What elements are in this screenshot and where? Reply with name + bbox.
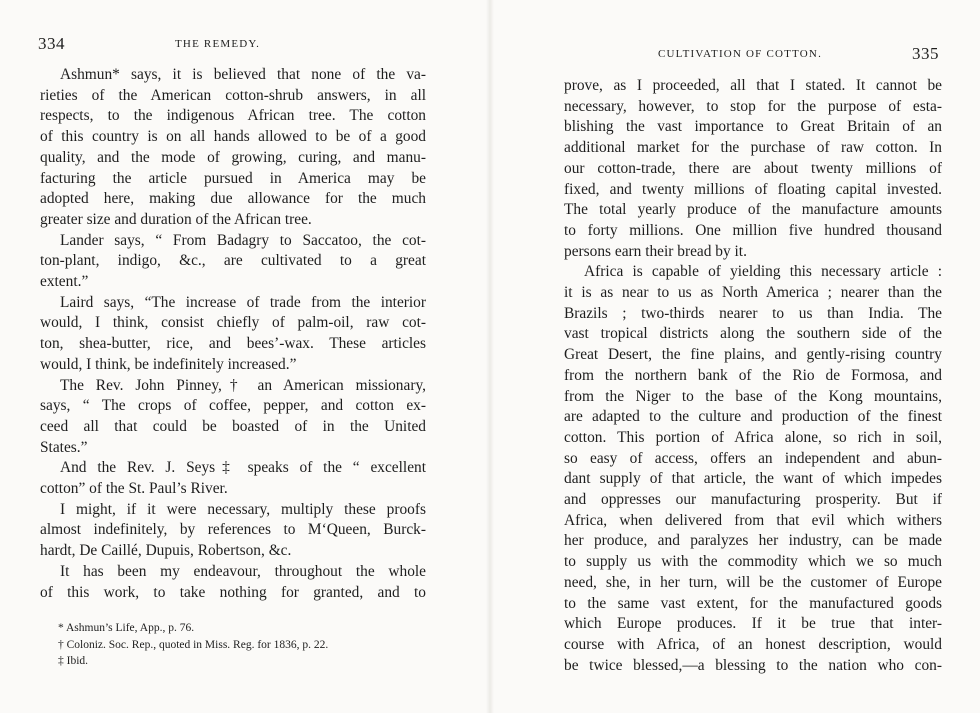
footnote: ‡ Ibid. (58, 655, 89, 667)
text-line: Brazils ; two-thirds nearer to us than India. The (564, 304, 942, 322)
text-line: almost indefinitely, by references to M‘Queen, Burck- (40, 521, 426, 539)
text-line: extent.” (40, 273, 89, 291)
text-line: it is as near to us as North America ; nearer than the (564, 284, 942, 302)
text-line: our cotton-trade, there are about twenty millions of (564, 159, 942, 177)
text-line: ton-plant, indigo, &c., are cultivated to a great (40, 252, 426, 270)
text-line: persons earn their bread by it. (564, 242, 747, 260)
text-line: Lander says, “ From Badagry to Saccatoo, the cot- (60, 231, 426, 249)
text-line: The total yearly produce of the manufacture amounts (564, 201, 942, 219)
text-line: would, I think, consist chiefly of palm-oil, raw cot- (40, 314, 426, 332)
text-line: to supply us with the commodity which we so much (564, 553, 942, 571)
text-line: from the northern bank of the Rio de Formosa, and (564, 366, 942, 384)
footnote: † Coloniz. Soc. Rep., quoted in Miss. Reg. for 1836, p. 22. (58, 638, 329, 651)
text-line: hardt, De Caillé, Dupuis, Robertson, &c. (40, 542, 292, 560)
footnotes (58, 620, 438, 670)
text-line: And the Rev. J. Seys‡ speaks of the “ excellent (60, 459, 426, 477)
text-line: of this country is on all hands allowed to be of a good (40, 128, 426, 146)
text-line: I might, if it were necessary, multiply these proofs (60, 500, 426, 518)
text-line: Ashmun* says, it is believed that none of the va- (60, 66, 426, 83)
text-line: to the same vast extent, for the manufactured goods (564, 594, 942, 612)
text-line: It has been my endeavour, throughout the whole (60, 562, 426, 580)
text-line: and oppresses our manufacturing prosperity. But if (564, 491, 942, 509)
text-line: cotton” of the St. Paul’s River. (40, 480, 228, 498)
text-line: fixed, and twenty millions of floating capital invested. (564, 180, 942, 198)
text-line: facturing the article pursued in America may be (40, 169, 426, 187)
text-line: ton, shea-butter, rice, and bees’-wax. These articles (40, 335, 426, 353)
text-line: Great Desert, the fine plains, and gently-rising country (564, 346, 942, 364)
text-line: ceed all that could be boasted of in the United (40, 417, 426, 435)
text-line: are adapted to the culture and production of the finest (564, 408, 942, 426)
text-line: States.” (40, 438, 88, 456)
running-head: CULTIVATION OF COTTON. (658, 48, 823, 60)
text-line: greater size and duration of the African tree. (40, 210, 312, 228)
text-line: course with Africa, of an honest description, would (564, 635, 942, 653)
text-line: respects, to the indigenous African tree. The cotton (40, 107, 426, 125)
text-line: Africa is capable of yielding this necessary article : (584, 263, 942, 281)
text-line: Laird says, “The increase of trade from the interior (60, 293, 426, 311)
page-number: 335 (912, 44, 939, 63)
text-line: necessary, however, to stop for the purpose of esta- (564, 97, 942, 115)
text-line: adopted here, making due allowance for the much (40, 190, 426, 208)
running-head: THE REMEDY. (175, 38, 261, 50)
text-line: says, “ The crops of coffee, pepper, and cotton ex- (40, 397, 426, 415)
text-line: additional market for the purchase of raw cotton. In (564, 139, 942, 157)
text-line: so easy of access, offers an independent and abun- (564, 449, 942, 467)
text-line: to forty millions. One million five hundred thousand (564, 221, 942, 239)
text-line: be twice blessed,—a blessing to the nation who con- (564, 656, 942, 674)
text-line: The Rev. John Pinney,† an American missionary, (60, 376, 426, 394)
text-line: quality, and the mode of growing, curing, and manu- (40, 148, 426, 166)
text-line: need, she, in her turn, will be the customer of Europe (564, 573, 942, 591)
text-line: blishing the vast importance to Great Britain of an (564, 118, 942, 136)
right-page (490, 0, 980, 713)
page-number: 334 (38, 34, 65, 53)
text-line: prove, as I proceeded, all that I stated. It cannot be (564, 77, 942, 94)
text-line: vast tropical districts along the southern side of the (564, 325, 942, 343)
text-line: rieties of the American cotton-shrub answers, in all (40, 86, 426, 104)
body-text (40, 65, 426, 603)
body-text (564, 76, 942, 676)
text-line: of this work, to take nothing for granted, and to (40, 583, 426, 601)
text-line: from the Niger to the base of the Kong mountains, (564, 387, 942, 405)
footnote: * Ashmun’s Life, App., p. 76. (58, 622, 195, 634)
text-line: dant supply of that article, the want of which impedes (564, 470, 942, 488)
text-line: would, I think, be indefinitely increased.” (40, 355, 297, 373)
text-line: her produce, and paralyzes her industry, can be made (564, 532, 942, 550)
text-line: Africa, when delivered from that evil which withers (564, 511, 942, 529)
text-line: cotton. This portion of Africa alone, so rich in soil, (564, 428, 942, 446)
text-line: which Europe produces. If it be true that inter- (564, 615, 942, 633)
